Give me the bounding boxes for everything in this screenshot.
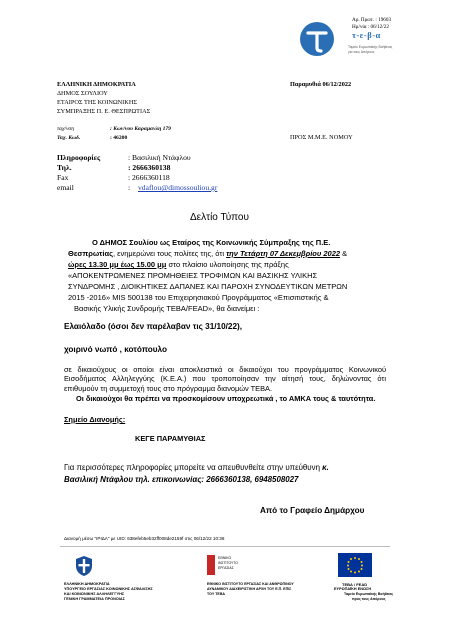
distribution-place-value: ΚΕΓΕ ΠΑΡΑΜΥΘΙΑΣ bbox=[135, 434, 206, 443]
footer-center-1: ΕΘΝΙΚΟ ΙΝΣΤΙΤΟΥΤΟ ΕΡΓΑΣΙΑΣ ΚΑΙ ΑΝΘΡΩΠΙΝΟΥ bbox=[207, 582, 294, 586]
greek-emblem-icon bbox=[74, 555, 94, 577]
eiead-logo-icon bbox=[207, 555, 215, 575]
intro-text-c: , ενημερώνει τους πολίτες της, ότι bbox=[112, 249, 227, 258]
email-label: email bbox=[57, 183, 74, 192]
more-info-line-1 bbox=[64, 463, 329, 472]
eiead-logo-text-3: ΕΡΓΑΣΙΑΣ bbox=[218, 566, 234, 570]
footer-left-3: ΚΑΙ ΚΟΙΝΩΝΙΚΗΣ ΑΛΛΗΛΕΓΓΥΗΣ bbox=[64, 592, 125, 596]
phone-label: Τηλ. bbox=[57, 163, 72, 172]
footer-left-1: ΕΛΛΗΝΙΚΗ ΔΗΜΟΚΡΑΤΙΑ bbox=[64, 582, 110, 586]
org-line-4: ΣΥΜΠΡΑΞΗΣ Π. Ε. ΘΕΣΠΡΩΤΙΑΣ bbox=[57, 108, 151, 115]
item-olive-oil: Ελαιόλαδο (όσοι δεν παρέλαβαν τις 31/10/22), bbox=[64, 322, 243, 331]
footer-right-3: Ταμείο Ευρωπαϊκής Βοήθειας bbox=[344, 592, 394, 596]
footer-right-1: ΤΕΒΑ / FEAD bbox=[342, 582, 368, 587]
more-info-contact: Βασιλική Ντάφλου τηλ. επικοινωνίας: 2666360138, 6948508027 bbox=[64, 475, 299, 484]
more-info-k: κ. bbox=[322, 463, 329, 472]
intro-line-3 bbox=[68, 260, 289, 269]
logo-caption-1: Ταμείο Ευρωπαϊκής Βοήθειας bbox=[348, 45, 393, 49]
eligibility-paragraph: σε δικαιούχους οι οποίοι είναι αποκλειστικά οι δικαιούχοι του προγράμματος Κοινωνικού Εισοδήματος Αλληλεγγύης (Κ.Ε.Α.) που τροποποίησαν την αίτησή τους, δηλώνοντας ότι επιθυμούν τη συμμετοχή τους στο πρόγραμμα διανομών ΤΕΒΑ. bbox=[64, 365, 386, 393]
address-value: : Κων/νου Καραμανλη 179 bbox=[110, 126, 171, 132]
info-label: Πληροφορίες bbox=[57, 153, 101, 162]
intro-hours: ώρες 13.30 μμ έως 15.00 μμ bbox=[68, 260, 167, 269]
org-line-1: ΕΛΛΗΝΙΚΗ ΔΗΜΟΚΡΑΤΙΑ bbox=[57, 81, 136, 88]
intro-line-4: «ΑΠΟΚΕΝΤΡΩΜΕΝΕΣ ΠΡΟΜΗΘΕΙΕΣ ΤΡΟΦΙΜΩΝ ΚΑΙ ΒΑΣΙΚΗΣ ΥΛΙΚΗΣ bbox=[68, 271, 318, 280]
protocol-number: Αρ. Πρωτ. : 19603 bbox=[352, 17, 392, 23]
fax-value: : 2666360118 bbox=[128, 173, 170, 182]
intro-text-e: & bbox=[340, 249, 348, 258]
signature: Από το Γραφείο Δημάρχου bbox=[260, 506, 365, 515]
distribution-place-label: Σημείο Διανομής: bbox=[64, 415, 126, 424]
org-line-3: ΕΤΑΙΡΟΣ ΤΗΣ ΚΟΙΝΩΝΙΚΗΣ bbox=[57, 99, 138, 106]
protocol-date: Ημ/νία : 06/12/22 bbox=[352, 24, 389, 30]
footer-right-4: προς τους Απόρους bbox=[352, 597, 386, 601]
intro-line-2 bbox=[68, 249, 347, 258]
intro-date: την Τετάρτη 07 Δεκεμβρίου 2022 bbox=[226, 249, 341, 258]
intro-text-g: στο πλαίσιο υλοποίησης της πράξης bbox=[166, 260, 289, 269]
info-value: : Βασιλική Ντάφλου bbox=[128, 153, 191, 162]
footer-left-2: ΥΠΟΥΡΓΕΙΟ ΕΡΓΑΣΙΑΣ ΚΟΙΝΩΝΙΚΗΣ ΑΣΦΑΛΙΣΗΣ bbox=[64, 587, 153, 591]
postal-value: : 46200 bbox=[110, 135, 128, 141]
footer-center-3: ΤΟΥ ΤΕΒΑ bbox=[207, 592, 226, 596]
eiead-logo-text-1: ΕΘΝΙΚΟ bbox=[218, 556, 232, 560]
email-colon: : bbox=[128, 183, 131, 192]
more-info-text: Για περισσότερες πληροφορίες μπορείτε να απευθυνθείτε στην υπεύθυνη bbox=[64, 463, 323, 472]
email-link[interactable]: vdaflou@dimossouliou.gr bbox=[138, 183, 218, 192]
iris-distribution-line: Διανομή μέσω "ΙΡΙΔΑ" με UID: 638efeb5eb32ff008de2159f στις 06/12/22 10:38 bbox=[64, 536, 225, 541]
recipient: ΠΡΟΣ Μ.Μ.Ε. ΝΟΜΟΥ bbox=[290, 134, 353, 141]
postal-label: Ταχ. Κωδ. bbox=[57, 135, 81, 141]
page-title: Δελτίο Τύπου bbox=[190, 212, 249, 223]
footer-divider bbox=[60, 546, 390, 547]
footer-center-2: ΔΥΝΑΜΙΚΟΥ ΔΙΑΧΕΙΡΙΣΤΙΚΗ ΑΡΧΗ ΤΟΥ Ε.Π. ΕΠΙΣ bbox=[207, 587, 292, 591]
footer-left-4: ΓΕΝΙΚΗ ΓΡΑΜΜΑΤΕΙΑ ΠΡΟΝΟΙΑΣ bbox=[64, 597, 125, 601]
logo-caption-2: για τους Απόρους bbox=[348, 50, 375, 54]
required-documents: Οι δικαιούχοι θα πρέπει να προσκομίσουν υποχρεωτικά , το ΑΜΚΑ τους & ταυτότητα. bbox=[76, 394, 376, 403]
phone-value: : 2666360138 bbox=[128, 163, 171, 172]
teva-logo-word: τ-ε-β-α bbox=[352, 30, 381, 40]
place-date: Παραμυθιά 06/12/2022 bbox=[290, 81, 352, 88]
org-line-2: ΔΗΜΟΣ ΣΟΥΛΙΟΥ bbox=[57, 90, 108, 97]
intro-line-5: ΣΥΝΔΡΟΜΗΣ , ΔΙΟΙΚΗΤΙΚΕΣ ΔΑΠΑΝΕΣ ΚΑΙ ΠΑΡΟΧΗ ΣΥΝΟΔΕΥΤΙΚΩΝ ΜΕΤΡΩΝ bbox=[68, 282, 348, 291]
fax-label: Fax bbox=[57, 173, 69, 182]
intro-line-6: 2015 -2016» MIS 500138 του Επιχειρησιακού Προγράμματος «Επισιτιστικής & bbox=[68, 293, 329, 302]
eiead-logo-text-2: ΙΝΣΤΙΤΟΥΤΟ bbox=[218, 561, 238, 565]
intro-line-1 bbox=[92, 238, 330, 247]
footer-right-2: ΕΥΡΩΠΑΪΚΗ ΕΝΩΣΗ bbox=[334, 587, 372, 591]
intro-text-b: Θεσπρωτίας bbox=[68, 249, 113, 258]
address-label: ταχ/νση bbox=[57, 126, 74, 132]
intro-line-7: Βασικής Υλικής Συνδρομής ΤΕΒΑ/FEAD», θα διανείμει : bbox=[74, 304, 260, 313]
intro-text-a: Ο ΔΗΜΟΣ Σουλίου ως Εταίρος της Κοινωνικής Σύμπραξης της Π.Ε. bbox=[92, 238, 331, 247]
teva-logo-icon bbox=[298, 20, 336, 58]
item-meat: χοιρινό νωπό , κοτόπουλο bbox=[64, 345, 167, 354]
eu-flag-icon bbox=[338, 553, 372, 577]
